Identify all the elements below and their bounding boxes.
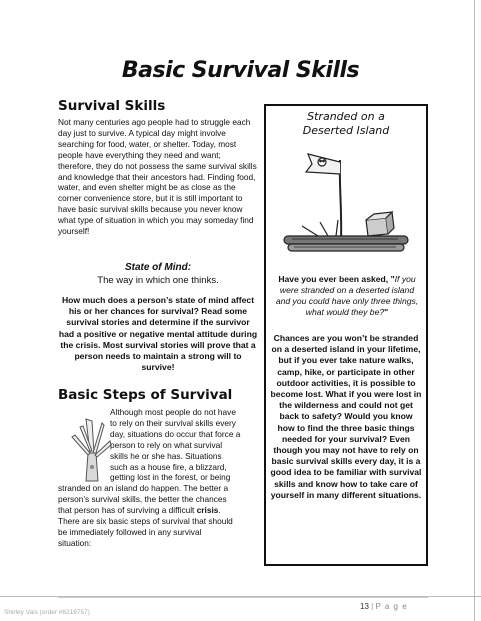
deserted-island-illustration	[278, 140, 414, 260]
question-lead: Have you ever been asked, "	[278, 274, 395, 284]
sidebar-paragraph: Chances are you won’t be stranded on a deserted island in your lifetime, but if you ever take nature walks, camp, hike, or participate in other outdoor activities, it is possible to become lost. What if you were lost in the wilderness and could not get back to safety? Would you know how to find the three basic things needed for your survival? Even though you may not have to rely on basic survival skills every day, it is a good idea to be familiar with survival skills and know how to take care of yourself in many different situations.	[270, 333, 422, 500]
page-label: P a g e	[375, 602, 408, 611]
sidebar-title-line: Deserted Island	[302, 124, 390, 137]
basic-steps-paragraph	[58, 407, 258, 549]
page-number-value: 13	[360, 602, 369, 611]
text-line: be immediately followed in any survival	[58, 526, 202, 537]
sidebar-title	[264, 110, 428, 138]
sidebar-question	[272, 274, 422, 318]
section-heading-survival-skills: Survival Skills	[58, 98, 166, 114]
bold-word-crisis: crisis	[196, 505, 219, 516]
text-line: Although most people do not have	[110, 407, 236, 417]
text-line: There are six basic steps of survival that should	[58, 516, 233, 527]
question-italic: If you were stranded on a deserted island and you could have only three things, what would they be?	[275, 274, 419, 317]
order-watermark: Shirley Vais (order #8219757)	[4, 609, 90, 616]
page-separator: |	[371, 602, 374, 611]
text-line: to rely on their survival skills every	[110, 417, 236, 428]
page-edge	[474, 0, 475, 621]
text-line: that person has of surviving a difficult crisis.	[58, 505, 221, 516]
state-of-mind-paragraph: How much does a person’s state of mind affect his or her chances for survival? Read some survival stories and determine if the survivor had a positive or negative mental attitude during the crisis. Most survival stories will prove that a person needs to maintain a strong will to survive!	[58, 295, 258, 373]
state-of-mind-subheading: The way in which one thinks.	[97, 275, 219, 286]
text-line: situation:	[58, 537, 92, 548]
page-title: Basic Survival Skills	[121, 58, 360, 83]
text-line: person’s survival skills, the better the chances	[58, 494, 227, 505]
section-heading-basic-steps: Basic Steps of Survival	[58, 387, 233, 403]
text-line: skills he or she has. Situations	[110, 450, 222, 461]
footer-divider	[58, 597, 428, 598]
text-line: such as a house fire, a blizzard,	[110, 461, 227, 472]
question-end: "	[384, 307, 389, 317]
text-fragment: that person has of surviving a difficult	[58, 505, 195, 516]
text-line: person to rely on what survival	[110, 439, 223, 450]
text-line: stranded on an island do happen. The better a	[58, 483, 229, 494]
survival-skills-paragraph: Not many centuries ago people had to struggle each day just to survive. A typical day might involve searching for food, water, or shelter. Today, most people have everything they need and want; therefore, they do not possess the same survival skills and knowledge that their ancestors had. Finding food, water, and even shelter might be as close as the corner convenience store, but it is still important to have basic survival skills because you never know what type of situation in which you may someday find yourself!	[58, 117, 257, 237]
page-number	[360, 602, 460, 611]
state-of-mind-heading: State of Mind:	[124, 262, 192, 273]
sidebar-title-line: Stranded on a	[307, 110, 385, 123]
text-line: getting lost in the forest, or being	[110, 472, 231, 483]
text-line: day, situations do occur that force a	[110, 428, 241, 439]
